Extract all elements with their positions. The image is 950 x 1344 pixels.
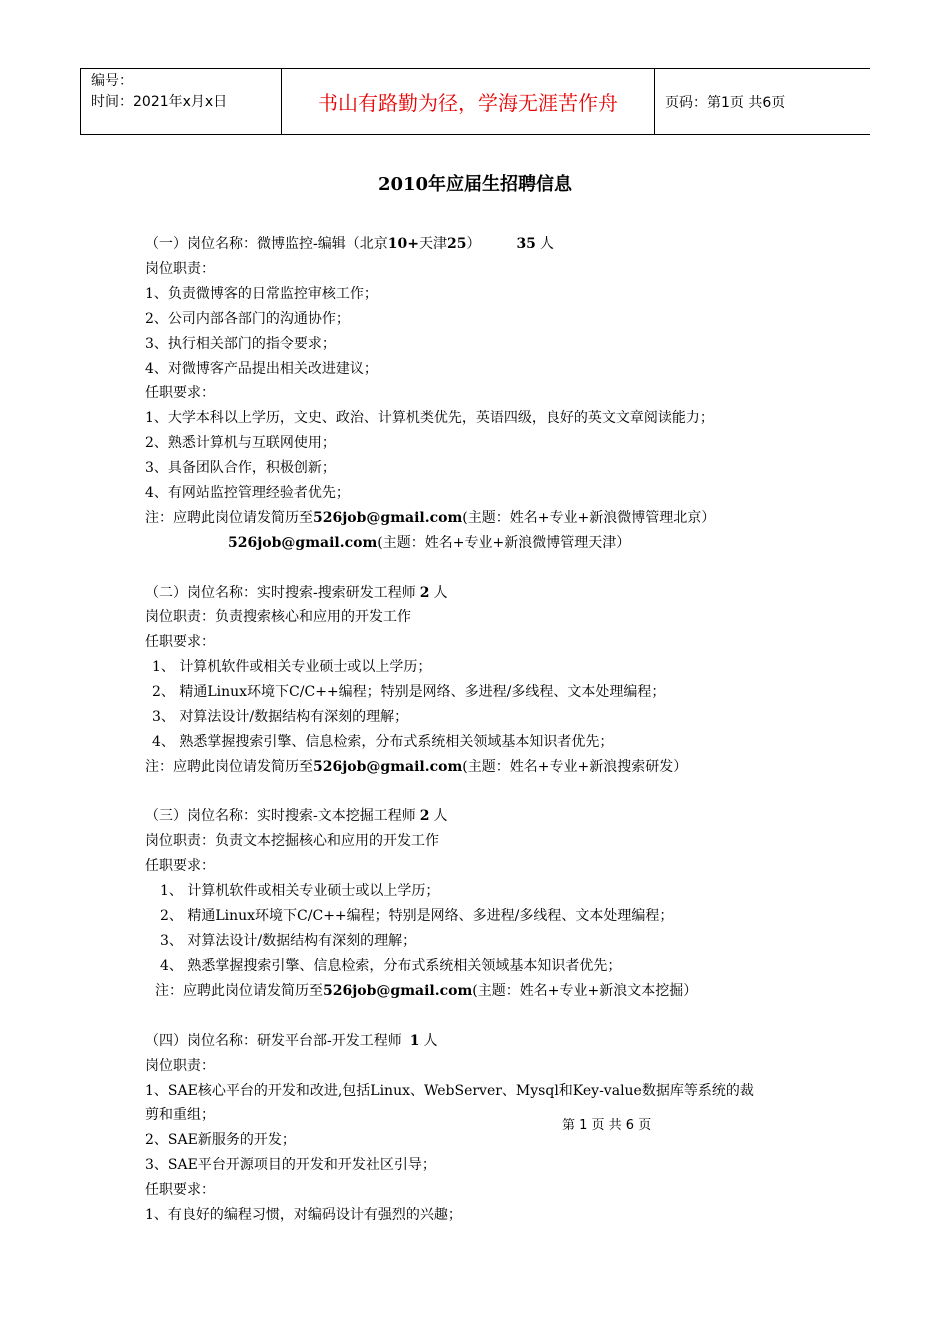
section-1-requirement-4: 4、有网站监控管理经验者优先； — [145, 485, 350, 501]
section-2-note: 注：应聘此岗位请发简历至526job@gmail.com(主题：姓名+专业+新浪搜索研发） — [145, 759, 688, 775]
section-4-duty-1b: 剪和重组； — [145, 1107, 215, 1123]
header-table — [80, 68, 870, 135]
section-1-requirement-1: 1、大学本科以上学历，文史、政治、计算机类优先，英语四级，良好的英文文章阅读能力； — [145, 410, 714, 426]
section-3-requirement-heading: 任职要求： — [145, 858, 215, 874]
section-3-requirement-3: 3、 对算法设计/数据结构有深刻的理解； — [160, 933, 417, 949]
section-1-note-beijing: 注：应聘此岗位请发简历至526job@gmail.com(主题：姓名+专业+新浪微博管理北京） — [145, 510, 716, 526]
section-4-title: （四）岗位名称：研发平台部-开发工程师 1 人 — [145, 1033, 438, 1049]
header-motto: 书山有路勤为径，学海无涯苦作舟 — [282, 69, 655, 134]
section-4-duty-2: 2、SAE新服务的开发； — [145, 1132, 296, 1148]
section-1-duty-3: 3、执行相关部门的指令要求； — [145, 336, 336, 352]
email-link[interactable]: 526job@gmail.com — [323, 983, 473, 999]
section-4-duty-3: 3、SAE平台开源项目的开发和开发社区引导； — [145, 1157, 436, 1173]
section-3-requirement-1: 1、 计算机软件或相关专业硕士或以上学历； — [160, 883, 440, 899]
section-3-title: （三）岗位名称：实时搜索-文本挖掘工程师 2 人 — [145, 808, 448, 824]
section-1-requirement-3: 3、具备团队合作，积极创新； — [145, 460, 336, 476]
section-2-duty: 岗位职责：负责搜索核心和应用的开发工作 — [145, 609, 411, 625]
section-3-requirement-4: 4、 熟悉掌握搜索引擎、信息检索，分布式系统相关领域基本知识者优先； — [160, 958, 622, 974]
header-page-info: 页码：第1页 共6页 — [665, 94, 786, 111]
section-2-requirement-2: 2、 精通Linux环境下C/C++编程；特别是网络、多进程/多线程、文本处理编程； — [152, 684, 666, 700]
section-3-duty: 岗位职责：负责文本挖掘核心和应用的开发工作 — [145, 833, 439, 849]
section-2-requirement-3: 3、 对算法设计/数据结构有深刻的理解； — [152, 709, 409, 725]
section-1-title: （一）岗位名称：微博监控-编辑（北京10+天津25） 35 人 — [145, 236, 554, 252]
section-1-duty-4: 4、对微博客产品提出相关改进建议； — [145, 361, 378, 377]
section-1-duty-1: 1、负责微博客的日常监控审核工作； — [145, 286, 378, 302]
section-3-requirement-2: 2、 精通Linux环境下C/C++编程；特别是网络、多进程/多线程、文本处理编程； — [160, 908, 674, 924]
section-4-duty-heading: 岗位职责： — [145, 1058, 215, 1074]
page-footer: 第 1 页 共 6 页 — [562, 1118, 652, 1133]
document-number-label: 编号： — [91, 73, 133, 89]
section-4-duty-1a: 1、SAE核心平台的开发和改进,包括Linux、WebServer、Mysql和Key-value数据库等系统的裁 — [145, 1083, 754, 1099]
section-2-requirement-heading: 任职要求： — [145, 634, 215, 650]
section-4-requirement-heading: 任职要求： — [145, 1182, 215, 1198]
section-1-duty-2: 2、公司内部各部门的沟通协作； — [145, 311, 350, 327]
email-link[interactable]: 526job@gmail.com — [313, 510, 463, 526]
section-1-duty-heading: 岗位职责： — [145, 261, 215, 277]
email-link[interactable]: 526job@gmail.com — [313, 759, 463, 775]
document-time-label: 时间：2021年x月x日 — [91, 94, 228, 110]
section-2-requirement-4: 4、 熟悉掌握搜索引擎、信息检索，分布式系统相关领域基本知识者优先； — [152, 734, 614, 750]
header-meta-cell — [81, 69, 282, 134]
section-1-note-tianjin: 526job@gmail.com(主题：姓名+专业+新浪微博管理天津） — [228, 535, 631, 551]
section-2-title: （二）岗位名称：实时搜索-搜索研发工程师 2 人 — [145, 585, 448, 601]
section-4-requirement-1: 1、有良好的编程习惯，对编码设计有强烈的兴趣； — [145, 1207, 462, 1223]
email-link[interactable]: 526job@gmail.com — [228, 535, 378, 551]
section-3-note: 注：应聘此岗位请发简历至526job@gmail.com(主题：姓名+专业+新浪文本挖掘） — [155, 983, 698, 999]
section-1-requirement-heading: 任职要求： — [145, 385, 215, 401]
section-1-requirement-2: 2、熟悉计算机与互联网使用； — [145, 435, 336, 451]
section-2-requirement-1: 1、 计算机软件或相关专业硕士或以上学历； — [152, 659, 432, 675]
document-title: 2010年应届生招聘信息 — [377, 174, 573, 195]
